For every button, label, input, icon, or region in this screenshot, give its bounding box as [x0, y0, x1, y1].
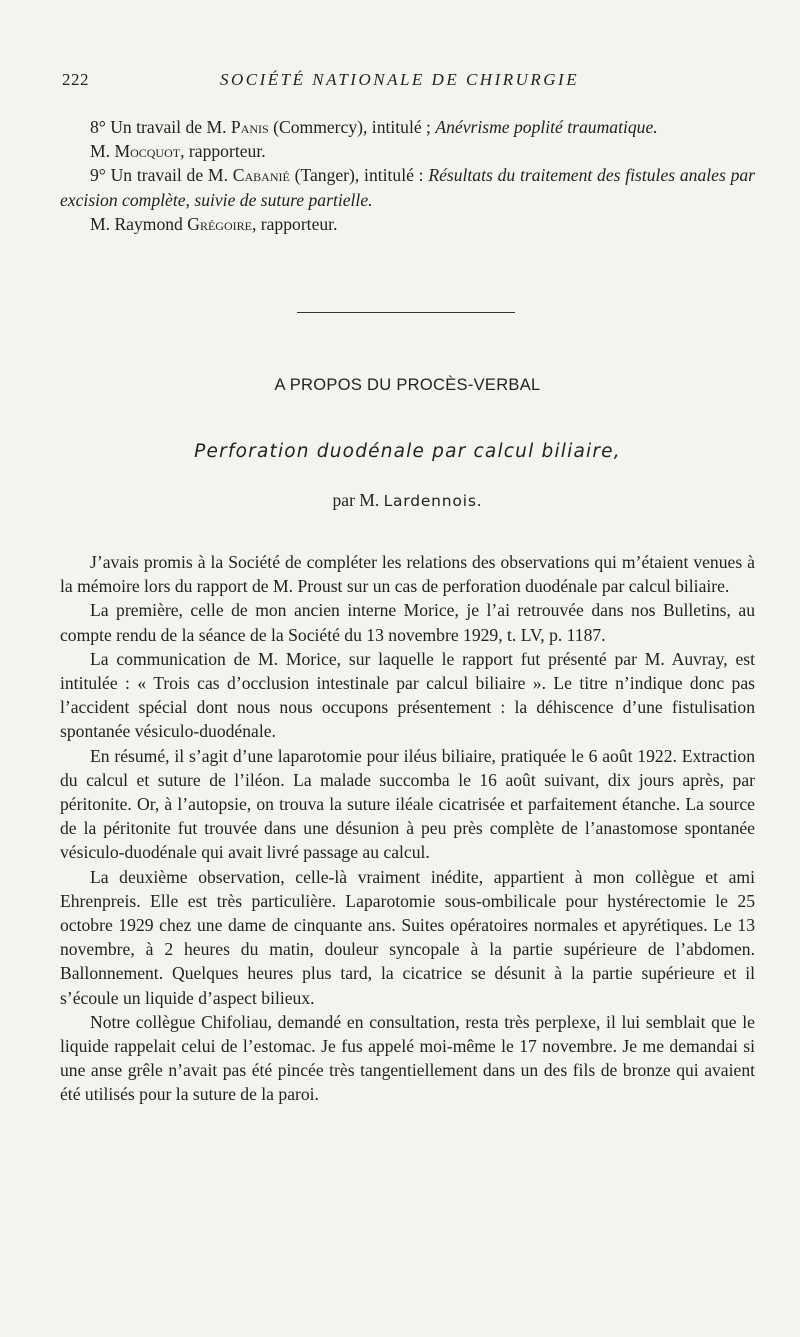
rapporteur-name: Grégoire	[187, 213, 252, 234]
article-body	[60, 550, 755, 1107]
section-divider	[297, 312, 515, 313]
byline-prefix: par M.	[332, 490, 384, 510]
page-header	[60, 70, 755, 94]
item-title: Anévrisme poplité traumatique.	[435, 117, 658, 137]
report-list	[60, 115, 755, 236]
paragraph: La communication de M. Morice, sur laquelle le rapport fut présenté par M. Auvray, est intitulée : « Trois cas d’occlusion intestinale par calcul biliaire ». Le titre n’indique donc pas l’accident spécial dont nous nous occupons présentement : la déhiscence d’une fistulisation spontanée vésiculo-duodénale.	[60, 648, 755, 742]
section-title: A PROPOS DU PROCÈS-VERBAL	[274, 376, 541, 394]
rapporteur-name: Mocquot	[114, 141, 181, 162]
byline	[60, 490, 755, 511]
page-number: 222	[62, 70, 89, 89]
rapporteur-line: M. Mocquot, rapporteur.	[90, 141, 266, 162]
running-title: SOCIÉTÉ NATIONALE DE CHIRURGIE	[220, 70, 580, 89]
report-item-8: 8° Un travail de M. Panis (Commercy), intitulé ; Anévrisme poplité traumatique.	[90, 117, 658, 137]
item-title: Résultats du traitement des fistules anales par excision complète, suivie de suture partielle.	[60, 165, 756, 210]
rapporteur-line: M. Raymond Grégoire, rapporteur.	[90, 213, 338, 234]
article-title: Perforation duodénale par calcul biliaire,	[194, 441, 621, 462]
item-author: Panis	[230, 117, 269, 137]
item-author: Cabanié	[232, 165, 290, 186]
paragraph: Notre collègue Chifoliau, demandé en consultation, resta très perplexe, il lui semblait que le liquide rappelait celui de l’estomac. Je fus appelé moi-même le 17 novembre. Je me demandai si une anse grêle n’avait pas été pincée très tangentiellement dans un des fils de bronze qui avaient été utilisés pour la suture de la paroi.	[60, 1011, 755, 1105]
paragraph: La deuxième observation, celle-là vraiment inédite, appartient à mon collègue et ami Ehrenpreis. Elle est très particulière. Laparotomie sous-ombilicale pour hystérectomie le 25 octobre 1929 chez une dame de cinquante ans. Suites opératoires normales et apyrétiques. Le 13 novembre, à 2 heures du matin, douleur syncopale à la partie supérieure de l’abdomen. Ballonnement. Quelques heures plus tard, la cicatrice se désunit à la partie supérieure et il s’écoule un liquide d’aspect bilieux.	[60, 866, 755, 1008]
byline-author: Lardennois.	[383, 492, 483, 510]
paragraph: En résumé, il s’agit d’une laparotomie pour iléus biliaire, pratiquée le 6 août 1922. Extraction du calcul et suture de l’iléon. La malade succomba le 16 août suivant, dix jours après, par péritonite. Or, à l’autopsie, on trouva la suture iléale cicatrisée et parfaitement étanche. La source de la péritonite fut trouvée dans une désunion à peu près complète de l’anastomose spontanée vésiculo-duodénale qui avait livré passage au calcul.	[60, 745, 755, 863]
paragraph: J’avais promis à la Société de compléter les relations des observations qui m’étaient venues à la mémoire lors du rapport de M. Proust sur un cas de perforation duodénale par calcul biliaire.	[60, 552, 755, 597]
paragraph: La première, celle de mon ancien interne Morice, je l’ai retrouvée dans nos Bulletins, au compte rendu de la séance de la Société du 13 novembre 1929, t. LV, p. 1187.	[60, 600, 755, 645]
report-item-9: 9° Un travail de M. Cabanié (Tanger), intitulé : Résultats du traitement des fistules anales par excision complète, suivie de suture partielle.	[60, 165, 756, 210]
